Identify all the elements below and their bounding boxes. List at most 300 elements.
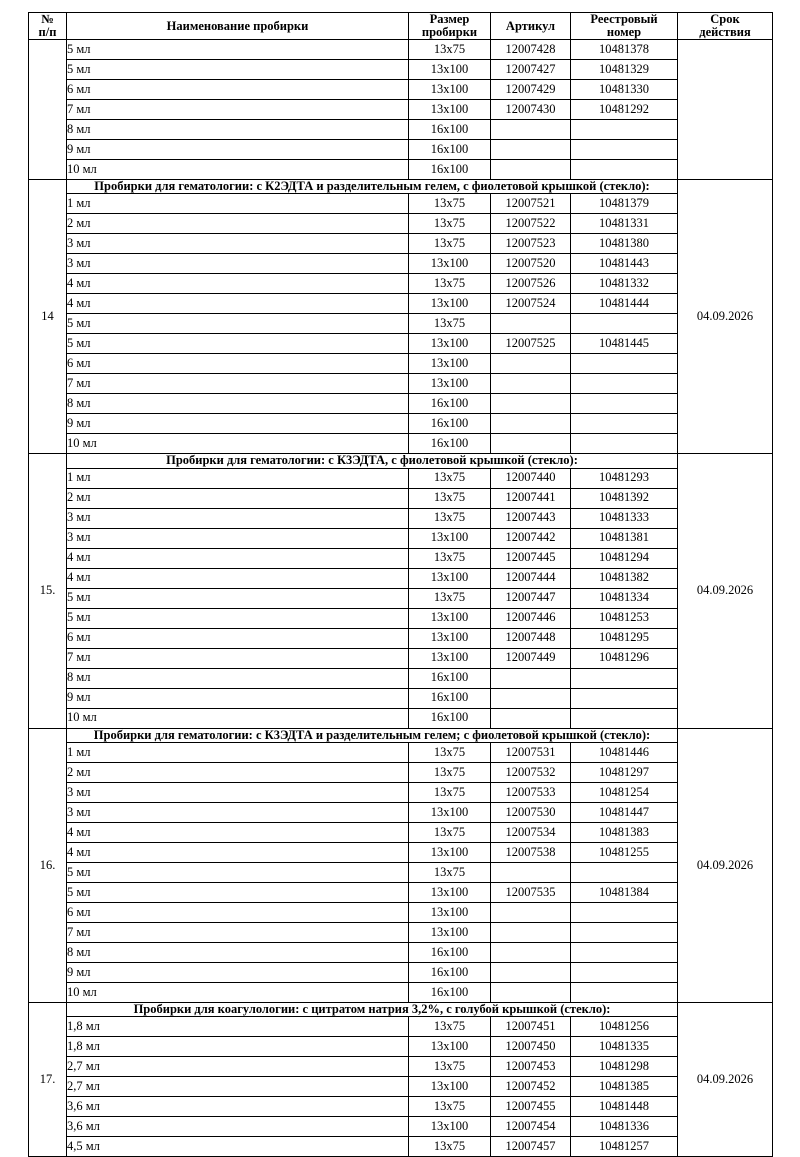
table-row	[29, 1076, 773, 1096]
cell-size: 13x75	[409, 822, 491, 842]
cell-article	[491, 434, 571, 454]
cell-reg-number	[571, 982, 678, 1002]
cell-name: 3 мл	[67, 234, 409, 254]
cell-name: 2 мл	[67, 214, 409, 234]
cell-reg-number: 10481255	[571, 842, 678, 862]
cell-size: 13x75	[409, 762, 491, 782]
table-row	[29, 274, 773, 294]
table-row	[29, 1056, 773, 1076]
cell-article: 12007525	[491, 334, 571, 354]
cell-article: 12007451	[491, 1016, 571, 1036]
table-row	[29, 394, 773, 414]
section-term: 04.09.2026	[678, 180, 773, 454]
cell-article: 12007534	[491, 822, 571, 842]
header-article: Артикул	[491, 13, 571, 40]
cell-article: 12007522	[491, 214, 571, 234]
cell-size: 13х100	[409, 842, 491, 862]
header-size	[409, 13, 491, 40]
cell-size: 13х100	[409, 1116, 491, 1136]
table-row	[29, 1096, 773, 1116]
cell-reg-number: 10481385	[571, 1076, 678, 1096]
cell-size: 13х100	[409, 922, 491, 942]
section-term	[678, 40, 773, 180]
cell-name: 1 мл	[67, 742, 409, 762]
cell-reg-number: 10481382	[571, 568, 678, 588]
cell-reg-number	[571, 668, 678, 688]
cell-size: 16х100	[409, 414, 491, 434]
table-row	[29, 374, 773, 394]
table-row	[29, 568, 773, 588]
cell-size: 13x75	[409, 234, 491, 254]
table-row	[29, 802, 773, 822]
cell-reg-number	[571, 708, 678, 728]
cell-size: 13х100	[409, 528, 491, 548]
cell-reg-number: 10481446	[571, 742, 678, 762]
cell-size: 13x75	[409, 588, 491, 608]
cell-name: 10 мл	[67, 708, 409, 728]
table-row	[29, 982, 773, 1002]
cell-name: 5 мл	[67, 60, 409, 80]
cell-size: 13х100	[409, 608, 491, 628]
cell-reg-number: 10481335	[571, 1036, 678, 1056]
section-header-row	[29, 728, 773, 742]
cell-article: 12007447	[491, 588, 571, 608]
cell-name: 9 мл	[67, 414, 409, 434]
table-row	[29, 314, 773, 334]
cell-name: 5 мл	[67, 334, 409, 354]
section-header-row	[29, 454, 773, 468]
cell-name: 4 мл	[67, 568, 409, 588]
cell-size: 13x75	[409, 742, 491, 762]
cell-name: 3,6 мл	[67, 1116, 409, 1136]
cell-size: 13х100	[409, 294, 491, 314]
table-row	[29, 1036, 773, 1056]
section-header-row	[29, 180, 773, 194]
cell-name: 3,6 мл	[67, 1096, 409, 1116]
cell-reg-number: 10481329	[571, 60, 678, 80]
cell-article: 12007443	[491, 508, 571, 528]
section-term: 04.09.2026	[678, 728, 773, 1002]
cell-article: 12007428	[491, 40, 571, 60]
cell-name: 6 мл	[67, 902, 409, 922]
table-row	[29, 742, 773, 762]
cell-article: 12007430	[491, 100, 571, 120]
table-row	[29, 160, 773, 180]
cell-reg-number	[571, 120, 678, 140]
table-row	[29, 628, 773, 648]
cell-reg-number	[571, 394, 678, 414]
cell-name: 10 мл	[67, 160, 409, 180]
table-row	[29, 528, 773, 548]
table-row	[29, 1136, 773, 1156]
section-number: 16.	[29, 728, 67, 1002]
cell-name: 3 мл	[67, 508, 409, 528]
table-row	[29, 588, 773, 608]
cell-size: 16х100	[409, 160, 491, 180]
cell-size: 16х100	[409, 434, 491, 454]
cell-reg-number: 10481296	[571, 648, 678, 668]
cell-article	[491, 962, 571, 982]
cell-size: 13x75	[409, 1056, 491, 1076]
section-title: Пробирки для гематологии: с К3ЭДТА и разделительным гелем; с фиолетовой крышкой (стекло):	[67, 728, 678, 742]
cell-article	[491, 668, 571, 688]
section-number: 15.	[29, 454, 67, 728]
cell-name: 1 мл	[67, 468, 409, 488]
cell-reg-number	[571, 314, 678, 334]
cell-name: 4 мл	[67, 294, 409, 314]
header-size-line2: пробирки	[421, 25, 478, 40]
cell-reg-number: 10481295	[571, 628, 678, 648]
table-row	[29, 648, 773, 668]
cell-name: 9 мл	[67, 962, 409, 982]
cell-reg-number	[571, 354, 678, 374]
cell-name: 6 мл	[67, 80, 409, 100]
cell-name: 3 мл	[67, 802, 409, 822]
cell-size: 16х100	[409, 668, 491, 688]
table-row	[29, 60, 773, 80]
cell-size: 13x75	[409, 548, 491, 568]
cell-name: 5 мл	[67, 882, 409, 902]
table-row	[29, 688, 773, 708]
cell-size: 13х100	[409, 60, 491, 80]
header-reg-line1: Реестровый	[590, 12, 658, 26]
cell-article: 12007453	[491, 1056, 571, 1076]
cell-size: 13x75	[409, 862, 491, 882]
cell-article: 12007427	[491, 60, 571, 80]
table-row	[29, 414, 773, 434]
cell-name: 4 мл	[67, 842, 409, 862]
cell-name: 6 мл	[67, 354, 409, 374]
header-term-line2: действия	[699, 25, 751, 40]
cell-reg-number: 10481378	[571, 40, 678, 60]
cell-size: 13х100	[409, 100, 491, 120]
cell-reg-number: 10481381	[571, 528, 678, 548]
cell-article: 12007441	[491, 488, 571, 508]
cell-size: 13х100	[409, 354, 491, 374]
cell-article: 12007531	[491, 742, 571, 762]
section-title: Пробирки для гематологии: с К2ЭДТА и разделительным гелем, с фиолетовой крышкой (стекло):	[67, 180, 678, 194]
cell-name: 5 мл	[67, 608, 409, 628]
cell-size: 13x75	[409, 40, 491, 60]
cell-reg-number: 10481336	[571, 1116, 678, 1136]
cell-size: 13x75	[409, 1016, 491, 1036]
cell-name: 3 мл	[67, 782, 409, 802]
cell-article: 12007532	[491, 762, 571, 782]
cell-size: 13х100	[409, 882, 491, 902]
cell-reg-number: 10481292	[571, 100, 678, 120]
table-body	[29, 40, 773, 1157]
table-row	[29, 862, 773, 882]
cell-article: 12007449	[491, 648, 571, 668]
section-term: 04.09.2026	[678, 454, 773, 728]
section-number: 17.	[29, 1002, 67, 1156]
cell-name: 3 мл	[67, 528, 409, 548]
cell-name: 4,5 мл	[67, 1136, 409, 1156]
cell-name: 5 мл	[67, 862, 409, 882]
table-row	[29, 354, 773, 374]
table-row	[29, 668, 773, 688]
cell-name: 2 мл	[67, 488, 409, 508]
cell-article: 12007457	[491, 1136, 571, 1156]
cell-reg-number: 10481379	[571, 194, 678, 214]
cell-size: 16х100	[409, 962, 491, 982]
table-row	[29, 214, 773, 234]
cell-size: 13х100	[409, 1076, 491, 1096]
cell-reg-number: 10481333	[571, 508, 678, 528]
table-row	[29, 140, 773, 160]
cell-size: 16х100	[409, 120, 491, 140]
cell-size: 13х100	[409, 374, 491, 394]
cell-article	[491, 708, 571, 728]
cell-name: 2,7 мл	[67, 1056, 409, 1076]
cell-reg-number: 10481448	[571, 1096, 678, 1116]
cell-article	[491, 314, 571, 334]
cell-article	[491, 942, 571, 962]
cell-article	[491, 120, 571, 140]
cell-size: 13х100	[409, 902, 491, 922]
cell-reg-number: 10481383	[571, 822, 678, 842]
cell-article: 12007535	[491, 882, 571, 902]
cell-reg-number: 10481256	[571, 1016, 678, 1036]
cell-reg-number: 10481331	[571, 214, 678, 234]
cell-size: 13x75	[409, 194, 491, 214]
table-row	[29, 1116, 773, 1136]
cell-name: 2 мл	[67, 762, 409, 782]
cell-size: 13x75	[409, 314, 491, 334]
cell-size: 13x75	[409, 468, 491, 488]
section-title: Пробирки для коагулологии: с цитратом натрия 3,2%, с голубой крышкой (стекло):	[67, 1002, 678, 1016]
cell-name: 7 мл	[67, 922, 409, 942]
cell-article: 12007526	[491, 274, 571, 294]
cell-name: 5 мл	[67, 588, 409, 608]
cell-reg-number: 10481298	[571, 1056, 678, 1076]
cell-size: 16х100	[409, 708, 491, 728]
table-header	[29, 13, 773, 40]
cell-size: 13x75	[409, 1136, 491, 1156]
cell-reg-number: 10481447	[571, 802, 678, 822]
table-row	[29, 254, 773, 274]
cell-article: 12007455	[491, 1096, 571, 1116]
header-num-line2: п/п	[38, 25, 57, 40]
cell-size: 13х100	[409, 254, 491, 274]
cell-size: 13х100	[409, 628, 491, 648]
cell-name: 10 мл	[67, 982, 409, 1002]
cell-article: 12007524	[491, 294, 571, 314]
section-title: Пробирки для гематологии: с К3ЭДТА, с фиолетовой крышкой (стекло):	[67, 454, 678, 468]
cell-article	[491, 862, 571, 882]
cell-size: 16х100	[409, 140, 491, 160]
tube-registry-table	[28, 12, 773, 1157]
cell-article: 12007530	[491, 802, 571, 822]
cell-name: 3 мл	[67, 254, 409, 274]
cell-size: 13x75	[409, 214, 491, 234]
cell-reg-number: 10481253	[571, 608, 678, 628]
table-row	[29, 782, 773, 802]
header-term-line1: Срок	[710, 12, 740, 26]
table-row	[29, 120, 773, 140]
cell-reg-number: 10481257	[571, 1136, 678, 1156]
cell-article: 12007444	[491, 568, 571, 588]
cell-reg-number: 10481332	[571, 274, 678, 294]
table-row	[29, 608, 773, 628]
cell-reg-number: 10481380	[571, 234, 678, 254]
cell-reg-number: 10481297	[571, 762, 678, 782]
cell-name: 4 мл	[67, 548, 409, 568]
table-row	[29, 882, 773, 902]
cell-name: 6 мл	[67, 628, 409, 648]
cell-article: 12007440	[491, 468, 571, 488]
section-number: 14	[29, 180, 67, 454]
header-term	[678, 13, 773, 40]
header-num-line1: №	[41, 12, 54, 26]
table-row	[29, 902, 773, 922]
table-row	[29, 508, 773, 528]
cell-size: 13x75	[409, 274, 491, 294]
cell-reg-number	[571, 434, 678, 454]
table-row	[29, 80, 773, 100]
header-size-line1: Размер	[429, 12, 470, 26]
cell-article: 12007429	[491, 80, 571, 100]
section-term: 04.09.2026	[678, 1002, 773, 1156]
cell-reg-number: 10481293	[571, 468, 678, 488]
cell-article	[491, 374, 571, 394]
cell-size: 13х100	[409, 802, 491, 822]
cell-article: 12007521	[491, 194, 571, 214]
cell-reg-number: 10481445	[571, 334, 678, 354]
cell-size: 13х100	[409, 334, 491, 354]
header-name: Наименование пробирки	[67, 13, 409, 40]
cell-size: 13x75	[409, 1096, 491, 1116]
table-row	[29, 762, 773, 782]
cell-size: 13х100	[409, 1036, 491, 1056]
cell-reg-number: 10481392	[571, 488, 678, 508]
cell-reg-number	[571, 922, 678, 942]
cell-article	[491, 922, 571, 942]
table-row	[29, 434, 773, 454]
cell-name: 9 мл	[67, 140, 409, 160]
cell-name: 4 мл	[67, 274, 409, 294]
table-row	[29, 234, 773, 254]
cell-reg-number: 10481254	[571, 782, 678, 802]
table-row	[29, 942, 773, 962]
cell-name: 8 мл	[67, 120, 409, 140]
cell-name: 2,7 мл	[67, 1076, 409, 1096]
cell-size: 13х100	[409, 568, 491, 588]
cell-article: 12007450	[491, 1036, 571, 1056]
cell-name: 5 мл	[67, 40, 409, 60]
cell-reg-number	[571, 962, 678, 982]
cell-article	[491, 688, 571, 708]
cell-reg-number	[571, 942, 678, 962]
cell-article	[491, 354, 571, 374]
cell-reg-number: 10481384	[571, 882, 678, 902]
table-row	[29, 294, 773, 314]
cell-article: 12007448	[491, 628, 571, 648]
cell-reg-number	[571, 902, 678, 922]
cell-reg-number	[571, 862, 678, 882]
cell-reg-number	[571, 160, 678, 180]
cell-size: 13x75	[409, 508, 491, 528]
cell-article	[491, 140, 571, 160]
table-row	[29, 100, 773, 120]
cell-size: 16х100	[409, 942, 491, 962]
cell-article: 12007538	[491, 842, 571, 862]
header-reg-line2: номер	[606, 25, 642, 40]
header-reg-number	[571, 13, 678, 40]
cell-name: 8 мл	[67, 394, 409, 414]
cell-name: 1,8 мл	[67, 1016, 409, 1036]
table-row	[29, 194, 773, 214]
header-num	[29, 13, 67, 40]
cell-article: 12007533	[491, 782, 571, 802]
cell-size: 13х100	[409, 648, 491, 668]
cell-reg-number	[571, 688, 678, 708]
table-row	[29, 488, 773, 508]
cell-article	[491, 982, 571, 1002]
cell-name: 7 мл	[67, 100, 409, 120]
cell-name: 9 мл	[67, 688, 409, 708]
cell-article	[491, 902, 571, 922]
cell-article: 12007454	[491, 1116, 571, 1136]
cell-name: 7 мл	[67, 374, 409, 394]
cell-name: 10 мл	[67, 434, 409, 454]
cell-size: 16х100	[409, 982, 491, 1002]
table-row	[29, 548, 773, 568]
cell-size: 16х100	[409, 688, 491, 708]
table-row	[29, 40, 773, 60]
header-row	[29, 13, 773, 40]
table-row	[29, 922, 773, 942]
cell-name: 8 мл	[67, 942, 409, 962]
cell-reg-number	[571, 414, 678, 434]
cell-name: 8 мл	[67, 668, 409, 688]
cell-article	[491, 414, 571, 434]
cell-reg-number	[571, 374, 678, 394]
cell-article: 12007446	[491, 608, 571, 628]
cell-size: 13x75	[409, 488, 491, 508]
table-row	[29, 1016, 773, 1036]
cell-size: 13х100	[409, 80, 491, 100]
cell-article: 12007520	[491, 254, 571, 274]
cell-name: 1,8 мл	[67, 1036, 409, 1056]
cell-reg-number: 10481334	[571, 588, 678, 608]
cell-reg-number: 10481444	[571, 294, 678, 314]
cell-article: 12007523	[491, 234, 571, 254]
table-row	[29, 842, 773, 862]
cell-article	[491, 394, 571, 414]
section-header-row	[29, 1002, 773, 1016]
cell-article: 12007452	[491, 1076, 571, 1096]
cell-reg-number: 10481294	[571, 548, 678, 568]
cell-name: 4 мл	[67, 822, 409, 842]
cell-article: 12007442	[491, 528, 571, 548]
cell-article: 12007445	[491, 548, 571, 568]
table-row	[29, 962, 773, 982]
table-row	[29, 822, 773, 842]
cell-reg-number	[571, 140, 678, 160]
cell-reg-number: 10481443	[571, 254, 678, 274]
table-row	[29, 468, 773, 488]
cell-size: 16х100	[409, 394, 491, 414]
cell-size: 13x75	[409, 782, 491, 802]
cell-name: 5 мл	[67, 314, 409, 334]
cell-article	[491, 160, 571, 180]
table-row	[29, 708, 773, 728]
section-number	[29, 40, 67, 180]
cell-name: 1 мл	[67, 194, 409, 214]
table-row	[29, 334, 773, 354]
cell-reg-number: 10481330	[571, 80, 678, 100]
